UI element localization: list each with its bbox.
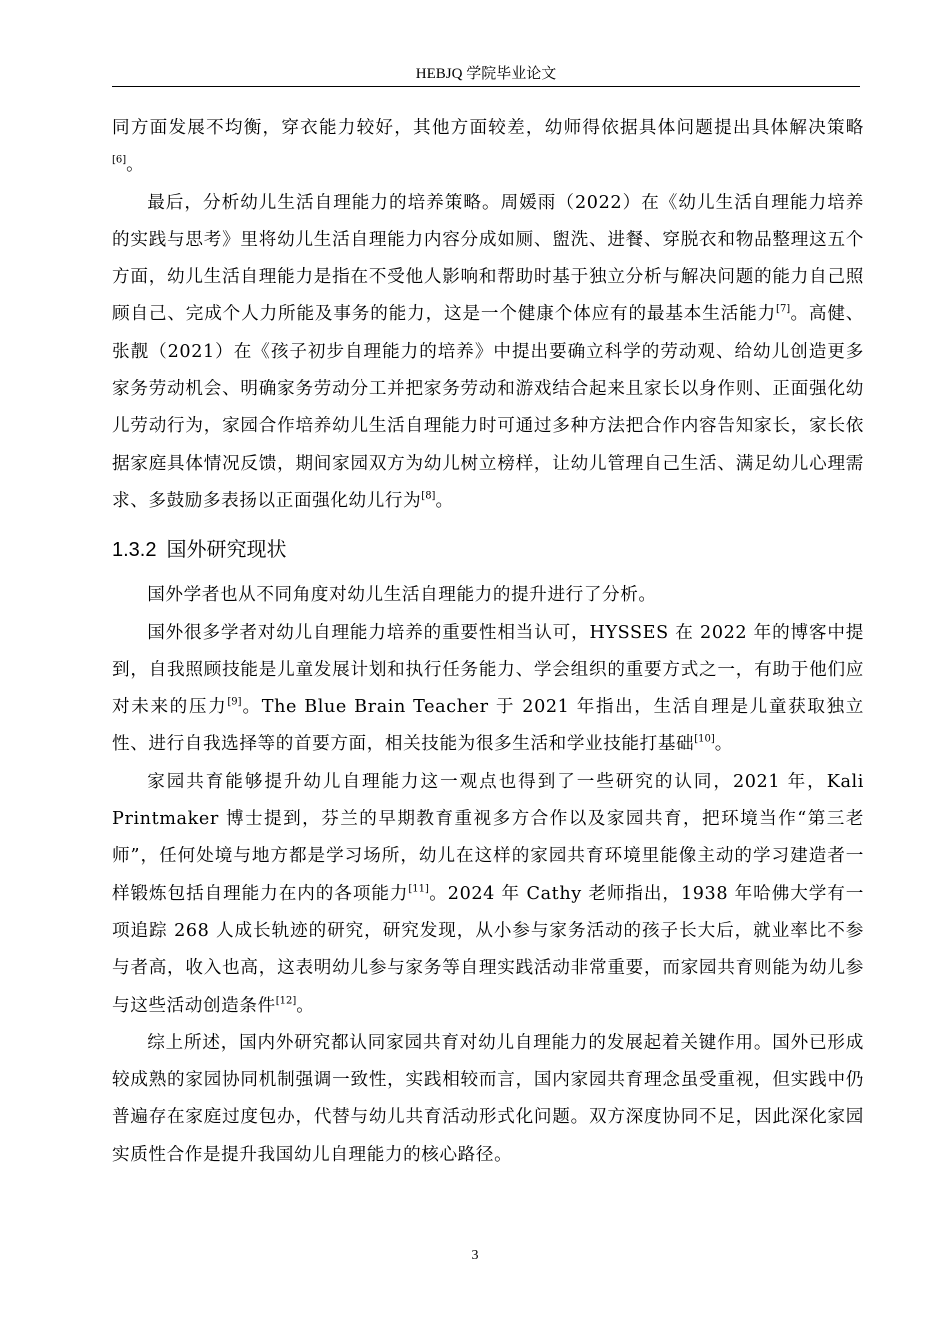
paragraph bbox=[112, 764, 864, 1025]
paragraph-text: 国外学者也从不同角度对幼儿生活自理能力的提升进行了分析。 bbox=[147, 585, 657, 606]
section-title: 国外研究现状 bbox=[166, 539, 287, 562]
paragraph-text: 。2024 年 Cathy 老师指出，1938 年哈佛大学有一项追踪 268 人成长轨迹的研究，研究发现，从小参与家务活动的孩子长大后，就业率比不参与者高，收入也高，这表明幼儿参与家务等自理实践活动非常重要，而家园共育则能为幼儿参与这些活动创造条件 bbox=[112, 883, 864, 1016]
paragraph bbox=[112, 185, 864, 521]
page-body bbox=[112, 110, 864, 1174]
running-header: HEBJQ 学院毕业论文 bbox=[415, 66, 557, 82]
paragraph-text: 同方面发展不均衡，穿衣能力较好，其他方面较差，幼师得依据具体问题提出具体解决策略 bbox=[112, 118, 864, 138]
citation-ref: [9] bbox=[227, 696, 242, 708]
paragraph-text: 。The Blue Brain Teacher 于 2021 年指出，生活自理是儿童获取独立性、进行自我选择等的首要方面，相关技能为很多生活和学业技能打基础 bbox=[112, 697, 864, 755]
citation-ref: [11] bbox=[408, 883, 429, 895]
paragraph-continued bbox=[112, 110, 864, 185]
paragraph-text: 家园共育能够提升幼儿自理能力这一观点也得到了一些研究的认同，2021 年，Kali Printmaker 博士提到，芬兰的早期教育重视多方合作以及家园共育，把环境当作“第三老师”，任何处境与地方都是学习场所，幼儿在这样的家园共育环境里能像主动的学习建造者一样锻炼包括自理能力在内的各项能力 bbox=[112, 771, 864, 904]
paragraph-text: 国外很多学者对幼儿自理能力培养的重要性相当认可，HYSSES 在 2022 年的博客中提到，自我照顾技能是儿童发展计划和执行任务能力、学会组织的重要方式之一，有助于他们应对未来的压力 bbox=[112, 622, 864, 718]
paragraph-text: 综上所述，国内外研究都认同家园共育对幼儿自理能力的发展起着关键作用。国外已形成较成熟的家园协同机制强调一致性，实践相较而言，国内家园共育理念虽受重视，但实践中仍普遍存在家庭过度包办，代替与幼儿共育活动形式化问题。双方深度协同不足，因此深化家园实质性合作是提升我国幼儿自理能力的核心路径。 bbox=[112, 1032, 864, 1165]
page-number: 3 bbox=[471, 1248, 479, 1263]
header-rule bbox=[112, 86, 860, 87]
paragraph-tail: 。 bbox=[714, 734, 733, 755]
paragraph-tail: 。 bbox=[126, 155, 145, 176]
paragraph bbox=[112, 615, 864, 764]
paragraph-tail: 。 bbox=[296, 995, 315, 1016]
citation-ref: [8] bbox=[421, 490, 436, 502]
citation-ref: [6] bbox=[112, 154, 127, 166]
citation-ref: [10] bbox=[694, 733, 715, 745]
paragraph bbox=[112, 1025, 864, 1174]
section-number: 1.3.2 bbox=[112, 539, 157, 562]
paragraph-tail: 。 bbox=[435, 490, 454, 511]
paragraph bbox=[112, 577, 864, 614]
paragraph-text: 最后，分析幼儿生活自理能力的培养策略。周媛雨（2022）在《幼儿生活自理能力培养的实践与思考》里将幼儿生活自理能力内容分成如厕、盥洗、进餐、穿脱衣和物品整理这五个方面，幼儿生活自理能力是指在不受他人影响和帮助时基于独立分析与解决问题的能力自己照顾自己、完成个人力所能及事务的能力，这是一个健康个体应有的最基本生活能力 bbox=[112, 192, 864, 325]
section-heading bbox=[112, 535, 864, 565]
citation-ref: [12] bbox=[275, 995, 297, 1007]
citation-ref: [7] bbox=[776, 303, 791, 315]
paragraph-text: 。高健、张靓（2021）在《孩子初步自理能力的培养》中提出要确立科学的劳动观、给幼儿创造更多家务劳动机会、明确家务劳动分工并把家务劳动和游戏结合起来且家长以身作则、正面强化幼儿劳动行为，家园合作培养幼儿生活自理能力时可通过多种方法把合作内容告知家长，家长依据家庭具体情况反馈，期间家园双方为幼儿树立榜样，让幼儿管理自己生活、满足幼儿心理需求、多鼓励多表扬以正面强化幼儿行为 bbox=[112, 304, 865, 511]
